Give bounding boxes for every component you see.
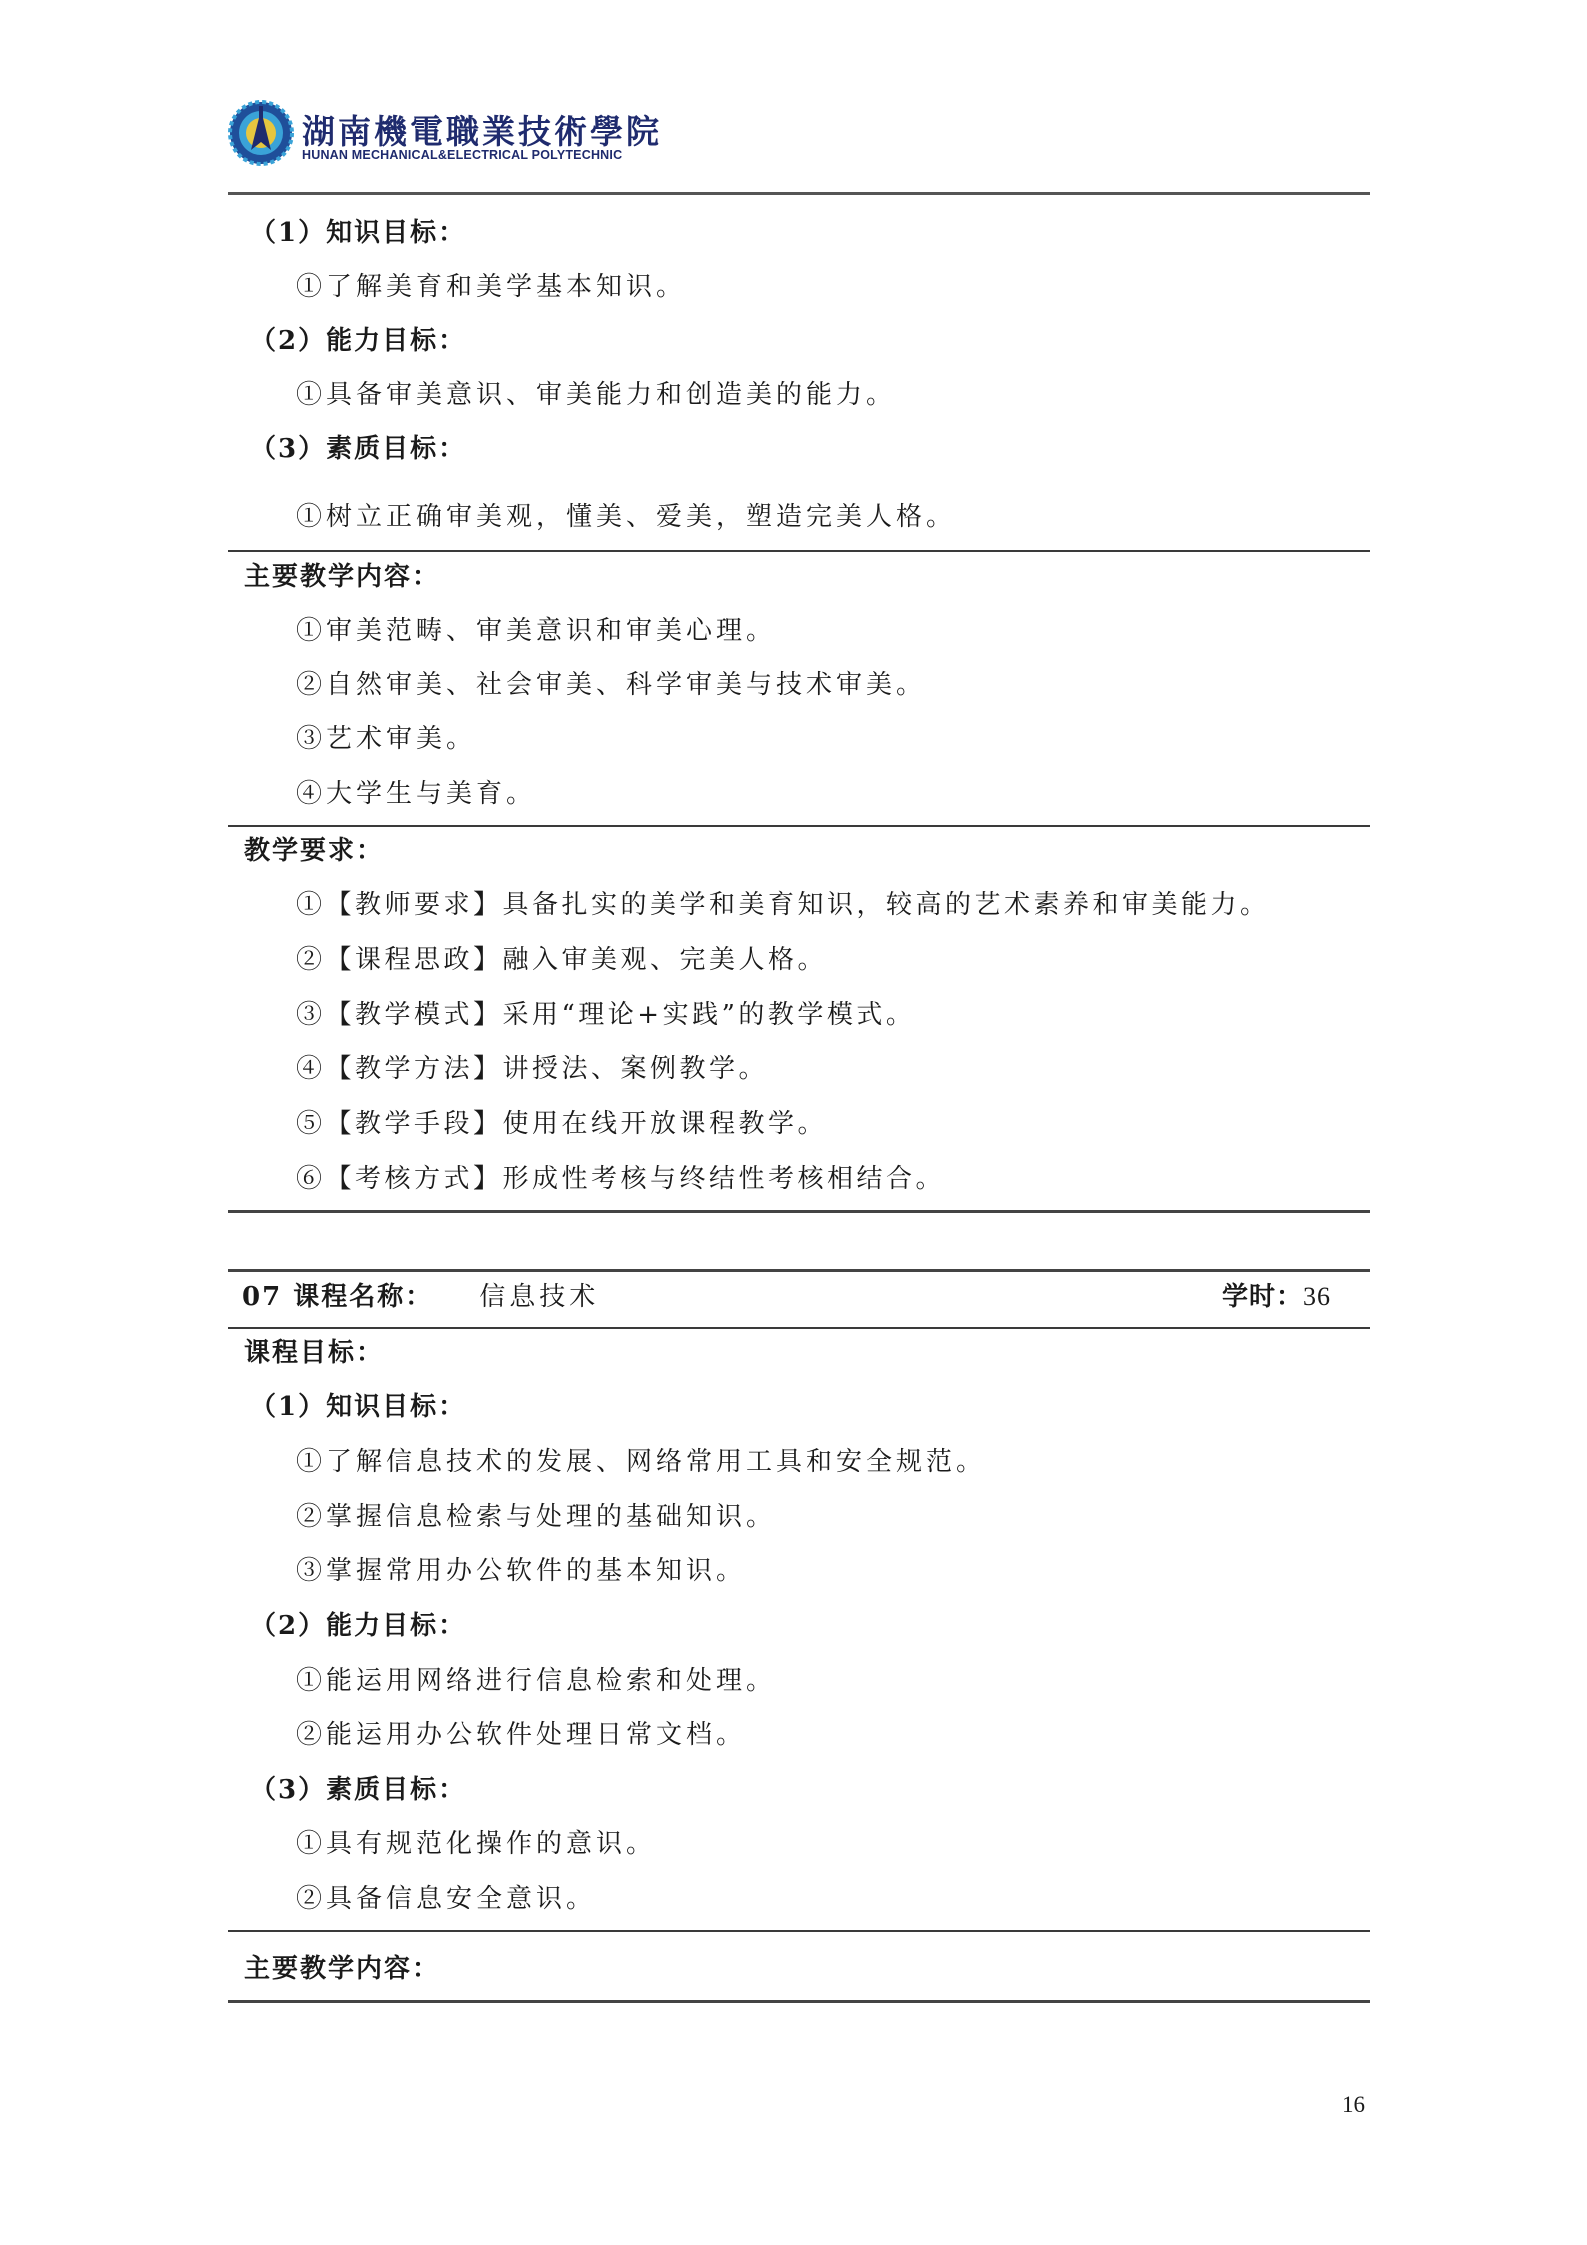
quality-goals-title: （3）素质目标： <box>250 434 467 464</box>
requirement-item: ⑤【教学手段】使用在线开放课程教学。 <box>296 1109 828 1139</box>
content-item: ④大学生与美育。 <box>296 779 537 809</box>
school-name-cn: 湖南機電職業技術學院 <box>302 112 662 151</box>
knowledge-goals-title: （1）知识目标： <box>250 1392 467 1422</box>
knowledge-goal-item: ①了解美育和美学基本知识。 <box>296 272 687 302</box>
requirement-item: ④【教学方法】讲授法、案例教学。 <box>296 1054 769 1084</box>
table-bottom-border <box>228 2000 1370 2003</box>
quality-goals-title: （3）素质目标： <box>250 1775 467 1805</box>
course-goals-title: 课程目标： <box>244 1338 385 1368</box>
quality-goal-item: ②具备信息安全意识。 <box>296 1884 597 1914</box>
requirement-item: ⑥【考核方式】形成性考核与终结性考核相结合。 <box>296 1164 946 1194</box>
ability-goal-item: ①能运用网络进行信息检索和处理。 <box>296 1666 777 1696</box>
requirement-item: ①【教师要求】具备扎实的美学和美育知识，较高的艺术素养和审美能力。 <box>296 890 1270 920</box>
knowledge-goals-title: （1）知识目标： <box>250 218 467 248</box>
content-title: 主要教学内容： <box>244 1954 441 1984</box>
requirement-item: ②【课程思政】融入审美观、完美人格。 <box>296 945 828 975</box>
ability-goal-item: ①具备审美意识、审美能力和创造美的能力。 <box>296 380 897 410</box>
knowledge-goal-item: ②掌握信息检索与处理的基础知识。 <box>296 1502 777 1532</box>
knowledge-goal-item: ③掌握常用办公软件的基本知识。 <box>296 1556 747 1586</box>
page-number: 16 <box>1342 2092 1365 2117</box>
course-name-value: 信息技术 <box>479 1282 600 1312</box>
content-title: 主要教学内容： <box>244 562 441 592</box>
content-item: ③艺术审美。 <box>296 724 477 754</box>
course-name-label: 07 课程名称： <box>242 1282 434 1312</box>
section-divider <box>228 550 1370 552</box>
header-divider <box>228 192 1370 195</box>
school-name-en: HUNAN MECHANICAL&ELECTRICAL POLYTECHNIC <box>302 148 623 162</box>
hours-value: 36 <box>1303 1282 1332 1311</box>
knowledge-goal-item: ①了解信息技术的发展、网络常用工具和安全规范。 <box>296 1447 987 1477</box>
requirements-title: 教学要求： <box>244 836 385 866</box>
school-logo-icon <box>228 100 294 166</box>
quality-goal-item: ①树立正确审美观，懂美、爱美，塑造完美人格。 <box>296 502 957 532</box>
course-hours <box>1222 1276 1331 1313</box>
content-item: ①审美范畴、审美意识和审美心理。 <box>296 616 777 646</box>
content-item: ②自然审美、社会审美、科学审美与技术审美。 <box>296 670 927 700</box>
course-name-row <box>242 1276 599 1313</box>
table-bottom-border <box>228 1210 1370 1213</box>
requirement-item: ③【教学模式】采用“理论+实践”的教学模式。 <box>296 1000 916 1030</box>
ability-goals-title: （2）能力目标： <box>250 1611 467 1641</box>
ability-goals-title: （2）能力目标： <box>250 326 467 356</box>
section-divider <box>228 1327 1370 1329</box>
quality-goal-item: ①具有规范化操作的意识。 <box>296 1829 657 1859</box>
hours-label: 学时： <box>1222 1282 1304 1312</box>
section-divider <box>228 1930 1370 1932</box>
section-divider <box>228 825 1370 827</box>
table-top-border <box>228 1269 1370 1272</box>
ability-goal-item: ②能运用办公软件处理日常文档。 <box>296 1720 747 1750</box>
